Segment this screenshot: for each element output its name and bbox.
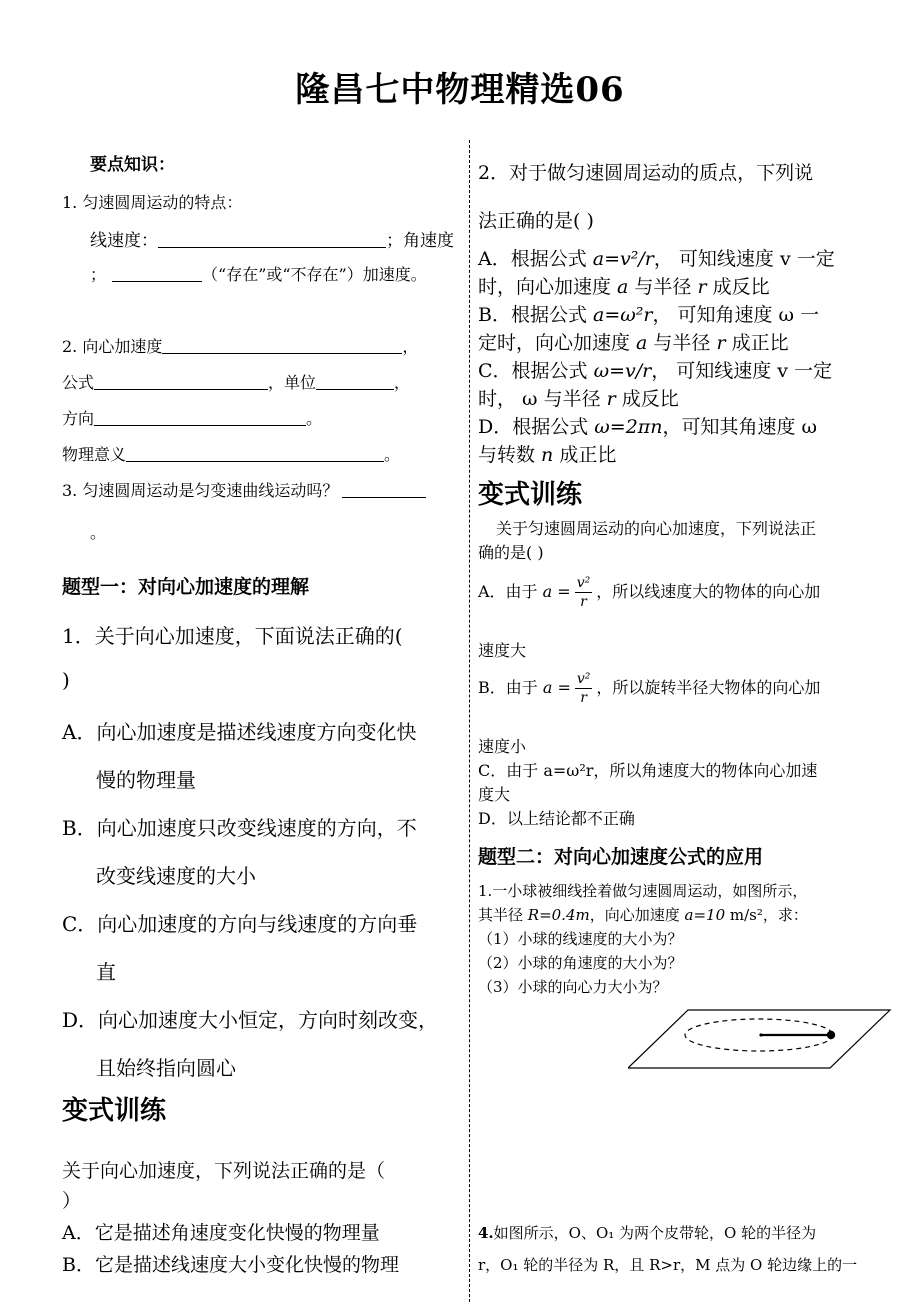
p1-radius-value: R=0.4m xyxy=(527,906,590,924)
p1-question-2: （2）小球的角速度的大小为？ xyxy=(478,954,683,972)
v2-a-suffix: ，所以线速度大的物体的向心加 xyxy=(596,582,821,601)
q2-a-mid: 与半径 xyxy=(628,276,698,298)
kp3-line xyxy=(62,478,426,501)
formula-label: 公式 xyxy=(62,373,95,392)
acceleration-existence-blank[interactable] xyxy=(112,265,202,282)
q2-d-line2-prefix: 与转数 xyxy=(478,444,542,466)
v2-a-lhs: a = xyxy=(542,582,571,601)
unit-label: ，单位 xyxy=(268,373,317,392)
q2-option-b-cont xyxy=(478,328,789,355)
p1-accel-value: a=10 xyxy=(684,906,726,924)
q2-c-suffix: ， 可知线速度 v 一定 xyxy=(651,360,833,382)
q2-option-a xyxy=(478,244,835,271)
v2-option-b xyxy=(478,670,820,707)
q2-b-line2-prefix: 定时，向心加速度 xyxy=(478,332,637,354)
v1-stem: 关于向心加速度，下列说法正确的是（ xyxy=(62,1160,386,1182)
p1-accel-label: ，向心加速度 xyxy=(589,906,685,924)
q2-d-prefix: D．根据公式 xyxy=(478,416,595,438)
formula-blank[interactable] xyxy=(94,373,268,390)
q2-c-r: r xyxy=(606,388,616,410)
q2-a-end: 成反比 xyxy=(706,276,770,298)
formula-line xyxy=(62,370,410,393)
p4-text-1: 如图所示，O、O₁ 为两个皮带轮，O 轮的半径为 xyxy=(493,1224,817,1242)
meaning-blank[interactable] xyxy=(126,445,384,462)
q2-stem-2: 法正确的是( ) xyxy=(478,210,594,232)
acceleration-existence-hint: （“存在”或“不存在”）加速度。 xyxy=(202,265,427,284)
type2-heading: 题型二：对向心加速度公式的应用 xyxy=(478,846,764,868)
v2-b-prefix: B．由于 xyxy=(478,678,543,697)
v2-stem-2: 确的是( ) xyxy=(478,543,544,562)
q2-c-line2-prefix: 时， ω 与半径 xyxy=(478,388,607,410)
q2-d-n: n xyxy=(541,444,554,466)
q2-b-prefix: B．根据公式 xyxy=(478,304,594,326)
direction-line xyxy=(62,406,322,429)
v2-b-frac-num: v² xyxy=(576,671,591,687)
q2-b-var: a xyxy=(636,332,648,354)
v2-b-fraction xyxy=(575,670,593,707)
kp1-line-a xyxy=(90,226,454,251)
q2-a-formula: a=v²/r xyxy=(592,248,654,270)
p1-question-3: （3）小球的向心力大小为？ xyxy=(478,978,668,996)
q2-d-suffix: ，可知其角速度 ω xyxy=(662,416,818,438)
ball xyxy=(827,1031,835,1039)
centripetal-acceleration-label: 2. 向心加速度 xyxy=(62,337,163,356)
column-divider xyxy=(469,140,470,1302)
q2-option-d xyxy=(478,412,817,439)
page-title: 隆昌七中物理精选06 xyxy=(295,70,625,110)
key-point-1: 1. 匀速圆周运动的特点： xyxy=(62,193,243,212)
p4-number: 4. xyxy=(478,1224,494,1242)
linear-velocity-label: 线速度： xyxy=(90,231,158,251)
q2-a-suffix: ， 可知线速度 v 一定 xyxy=(653,248,835,270)
v1-option-a: A．它是描述角速度变化快慢的物理量 xyxy=(62,1222,380,1244)
kp3-tail: 。 xyxy=(90,523,107,542)
v1-paren: ） xyxy=(62,1190,82,1212)
kp2-line xyxy=(62,334,418,357)
p1-question-1: （1）小球的线速度的大小为？ xyxy=(478,930,683,948)
meaning-tail: 。 xyxy=(384,445,401,464)
q2-d-formula: ω=2πn xyxy=(594,416,663,438)
q2-stem-1: 2．对于做匀速圆周运动的质点，下列说 xyxy=(478,162,814,184)
v2-a-fraction xyxy=(575,574,593,611)
q2-a-line2-prefix: 时，向心加速度 xyxy=(478,276,618,298)
q2-option-b xyxy=(478,300,819,327)
kp3-question: 3. 匀速圆周运动是匀变速曲线运动吗？ xyxy=(62,481,339,500)
v2-b-lhs: a = xyxy=(542,678,571,697)
kp3-blank[interactable] xyxy=(342,481,426,498)
v2-option-c-cont: 度大 xyxy=(478,785,511,804)
q1-option-c: C．向心加速度的方向与线速度的方向垂 xyxy=(62,912,418,936)
kp1-line-b xyxy=(90,262,427,285)
p1-accel-unit: m/s²，求： xyxy=(725,906,808,924)
meaning-line xyxy=(62,442,400,465)
p4-line-2: r，O₁ 轮的半径为 R，且 R>r，M 点为 O 轮边缘上的一 xyxy=(478,1256,858,1274)
q2-c-prefix: C．根据公式 xyxy=(478,360,594,382)
q2-a-var: a xyxy=(617,276,629,298)
q2-a-prefix: A．根据公式 xyxy=(478,248,593,270)
q2-b-mid: 与半径 xyxy=(647,332,717,354)
p1-line-1: 1.一小球被细线拴着做匀速圆周运动，如图所示， xyxy=(478,882,808,900)
linear-velocity-blank[interactable] xyxy=(158,231,386,248)
v2-b-suffix: ，所以旋转半径大物体的向心加 xyxy=(596,678,821,697)
left-variant-heading: 变式训练 xyxy=(62,1096,167,1126)
v2-a-frac-num: v² xyxy=(576,575,591,591)
q2-b-r: r xyxy=(716,332,726,354)
unit-tail: ， xyxy=(394,373,411,392)
q1-option-c-cont: 直 xyxy=(96,960,116,984)
v2-b-frac-den: r xyxy=(580,690,587,706)
v1-option-b: B．它是描述线速度大小变化快慢的物理 xyxy=(62,1254,399,1276)
direction-tail: 。 xyxy=(306,409,323,428)
type1-heading: 题型一：对向心加速度的理解 xyxy=(62,576,310,598)
v2-stem-1: 关于匀速圆周运动的向心加速度，下列说法正 xyxy=(496,519,817,538)
q2-b-formula: a=ω²r xyxy=(593,304,653,326)
meaning-label: 物理意义 xyxy=(62,445,127,464)
q2-b-suffix: ， 可知角速度 ω 一 xyxy=(652,304,820,326)
q1-option-a: A．向心加速度是描述线速度方向变化快 xyxy=(62,720,417,744)
centripetal-acceleration-blank[interactable] xyxy=(162,337,402,354)
direction-blank[interactable] xyxy=(94,409,306,426)
p4-line-1 xyxy=(478,1222,816,1243)
key-points-heading: 要点知识： xyxy=(90,155,175,175)
v2-a-frac-den: r xyxy=(580,594,587,610)
v2-option-b-cont: 速度小 xyxy=(478,737,527,756)
v2-option-a xyxy=(478,574,820,611)
q2-option-c-cont xyxy=(478,384,679,411)
q2-d-end: 成正比 xyxy=(553,444,617,466)
q2-option-d-cont xyxy=(478,440,616,467)
kp2-comma: ， xyxy=(402,337,419,356)
q1-stem: 1．关于向心加速度，下面说法正确的( xyxy=(62,624,403,648)
v2-option-a-cont: 速度大 xyxy=(478,641,527,660)
q2-c-end: 成反比 xyxy=(615,388,679,410)
q1-option-d: D．向心加速度大小恒定，方向时刻改变， xyxy=(62,1008,439,1032)
p1-radius-label: 其半径 xyxy=(478,906,528,924)
unit-blank[interactable] xyxy=(316,373,394,390)
q1-option-b: B．向心加速度只改变线速度的方向，不 xyxy=(62,816,417,840)
q2-option-a-cont xyxy=(478,272,770,299)
v2-a-prefix: A．由于 xyxy=(478,582,543,601)
q2-b-end: 成正比 xyxy=(725,332,789,354)
q2-c-formula: ω=v/r xyxy=(593,360,652,382)
q2-option-c xyxy=(478,356,832,383)
q1-paren: ) xyxy=(62,668,70,692)
kp1-semicolon: ； xyxy=(90,265,107,284)
q2-a-r: r xyxy=(697,276,707,298)
right-variant-heading: 变式训练 xyxy=(478,480,583,510)
v2-option-d: D．以上结论都不正确 xyxy=(478,809,635,828)
v2-option-c: C．由于 a=ω²r，所以角速度大的物体向心加速 xyxy=(478,761,818,780)
q1-option-b-cont: 改变线速度的大小 xyxy=(96,864,256,888)
direction-label: 方向 xyxy=(62,409,95,428)
q1-option-d-cont: 且始终指向圆心 xyxy=(96,1056,236,1080)
angular-velocity-label: ；角速度 xyxy=(386,231,454,251)
q1-option-a-cont: 慢的物理量 xyxy=(96,768,196,792)
circular-motion-figure xyxy=(628,1008,892,1070)
p1-line-2 xyxy=(478,904,808,925)
center-point xyxy=(759,1033,762,1036)
